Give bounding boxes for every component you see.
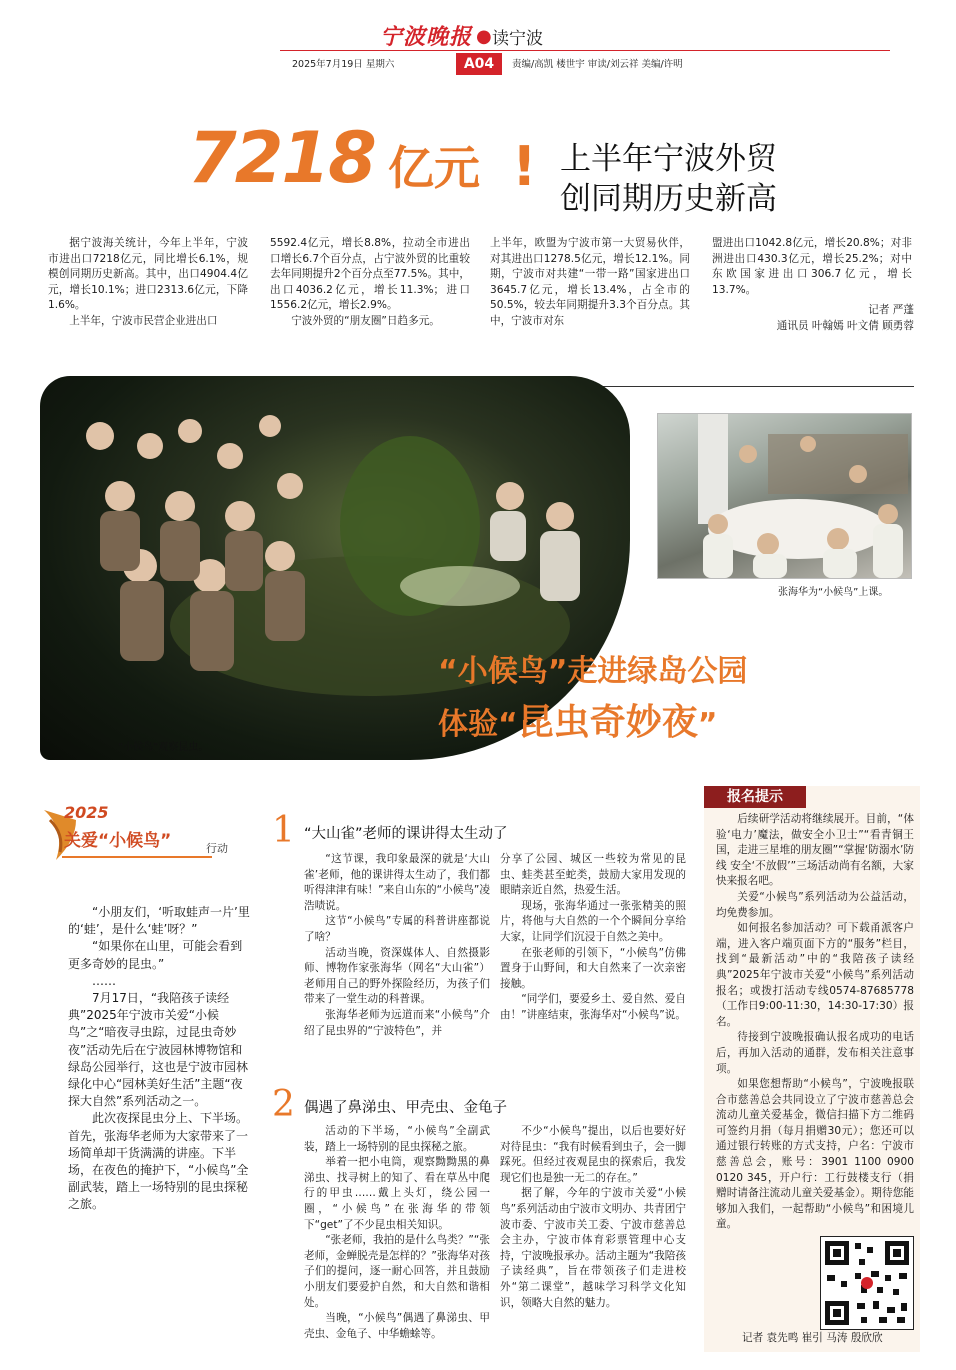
section-2-paragraph: “张老师，我拍的是什么鸟类？”“张老师，金蝉脱壳是怎样的？”张海华对孩子们的提问，逐一耐心回答，并且鼓励小朋友们要爱护自然，和大自然和谐相处。 bbox=[304, 1234, 490, 1309]
editor-credits: 责编/高凯 楼世宇 审读/刘云祥 美编/许明 bbox=[512, 59, 683, 70]
headline-amount: 7218 bbox=[188, 117, 375, 199]
intro-paragraph: …… bbox=[92, 973, 116, 988]
section-1-paragraph: 分享了公园、城区一些较为常见的昆虫、蛙类甚至蛇类，鼓励大家用发现的眼睛亲近自然，热爱生活。 bbox=[500, 853, 686, 897]
newspaper-logo: 宁波晚报 bbox=[380, 24, 473, 50]
lead-paragraph: 盟进出口1042.8亿元，增长20.8%；对非洲进出口430.3亿元，增长25.2%；对中东欧国家进出口306.7亿元，增长13.7%。 bbox=[712, 237, 912, 296]
story-title-prefix: 体验“ bbox=[438, 707, 518, 742]
section-1-column-a bbox=[304, 852, 490, 1064]
correspondent-credit: 通讯员 叶翰嫣 叶文倩 顾勇蓉 bbox=[776, 320, 914, 332]
section-2-paragraph: 举着一把小电筒，观察黝黝黑的鼻涕虫、找寻树上的知了、看在草丛中爬行的甲虫……戴上头灯，绕公园一圈，“小候鸟”在张海华的带领下“get”了不少昆虫相关知识。 bbox=[304, 1156, 490, 1231]
headline-subtitle-1: 上半年宁波外贸 bbox=[560, 141, 777, 177]
story-title-line-2 bbox=[438, 694, 717, 745]
section-1-paragraph: 在张老师的引领下，“小候鸟”仿佛置身于山野间，和大自然来了一次亲密接触。 bbox=[500, 946, 686, 990]
section-2-paragraph: 活动的下半场，“小候鸟”全副武装，踏上一场特别的昆虫探秘之旅。 bbox=[304, 1125, 490, 1153]
story-title-highlight: 昆虫奇妙夜 bbox=[517, 702, 698, 743]
story-title-suffix: ” bbox=[697, 707, 718, 742]
issue-date: 2025年7月19日 星期六 bbox=[292, 59, 395, 70]
registration-title: 报名提示 bbox=[704, 786, 806, 808]
registration-paragraph: 如何报名参加活动？可下载甬派客户端，进入客户端页面下方的“服务”栏目，找到“最新活动”中的“我陪孩子读经典”2025年宁波市关爱“小候鸟”系列活动报名；或拨打活动专线0574-87685778（工作日9:00-11:30，14:30-17:30）报名。 bbox=[716, 922, 914, 1028]
inset-photo-caption: 张海华为“小候鸟”上课。 bbox=[778, 587, 889, 598]
campaign-year: 2025 bbox=[64, 803, 109, 822]
story-byline: 记者 袁先鸣 崔引 马涛 殷欣欣 bbox=[742, 1332, 883, 1344]
lead-column-2 bbox=[270, 236, 470, 336]
lead-byline bbox=[762, 302, 914, 334]
campaign-suffix: 行动 bbox=[206, 842, 228, 855]
inset-photo-illustration bbox=[658, 414, 911, 578]
qr-code-icon bbox=[821, 1237, 913, 1329]
section-1-paragraph: 这节“小候鸟”专属的科普讲座都说了啥？ bbox=[304, 915, 490, 943]
story-title-line-1: “小候鸟”走进绿岛公园 bbox=[438, 654, 748, 689]
intro-paragraph: 此次夜探昆虫分上、下半场。首先，张海华老师为大家带来了一场简单却干货满满的讲座。下半场，在夜色的掩护下，“小候鸟”全副武装，踏上一场特别的昆虫探秘之旅。 bbox=[68, 1111, 249, 1212]
lead-paragraph: 上半年，宁波市民营企业进出口 bbox=[69, 314, 218, 327]
section-1-title: “大山雀”老师的课讲得太生动了 bbox=[304, 826, 508, 842]
registration-paragraph: 关爱“小候鸟”系列活动为公益活动，均免费参加。 bbox=[716, 890, 914, 919]
masthead-dot: ● bbox=[476, 26, 492, 47]
section-name: 读宁波 bbox=[492, 29, 543, 49]
intro-column bbox=[68, 904, 254, 1214]
section-2-paragraph: 不少“小候鸟”提出，以后也要好好对待昆虫：“我有时候看到虫子，会一脚踩死。但经过夜观昆虫的探索后，我发现它们也是独一无二的存在。” bbox=[500, 1125, 686, 1184]
lead-column-4 bbox=[712, 236, 912, 300]
main-photo-caption: “小候鸟”观察昆虫。 bbox=[118, 742, 209, 753]
section-2-column-a bbox=[304, 1124, 490, 1350]
page-number: A04 bbox=[456, 53, 502, 75]
section-1-paragraph: 活动当晚，资深媒体人、自然摄影师、博物作家张海华（网名“大山雀”）老师用自己的野外探险经历，为孩子们带来了一堂生动的科普课。 bbox=[304, 946, 490, 1006]
inset-photo-lecture bbox=[657, 413, 912, 579]
section-1-paragraph: 现场，张海华通过一张张精美的照片，将他与大自然的一个个瞬间分享给大家，让同学们沉浸于自然之美中。 bbox=[500, 899, 686, 943]
lead-paragraph: 宁波外贸的“朋友圈”日趋多元。 bbox=[291, 314, 440, 327]
headline-exclamation: ! bbox=[512, 135, 537, 198]
lead-paragraph: 5592.4亿元，增长8.8%，拉动全市进出口增长6.7个百分点，占宁波外贸的比重较去年同期提升2个百分点至77.5%。其中，出口4036.2亿元，增长11.3%；进口1556.2亿元，增长2.9%。 bbox=[270, 237, 470, 312]
section-2-column-b bbox=[500, 1124, 686, 1350]
section-2-paragraph: 据了解，今年的宁波市关爱“小候鸟”系列活动由宁波市文明办、共青团宁波市委、宁波市关工委、宁波市慈善总会主办，宁波市体育彩票管理中心支持，宁波晚报承办。活动主题为“我陪孩子读经典”，旨在带领孩子们走进校外“第二课堂”，越味学习科学文化知识，领略大自然的魅力。 bbox=[500, 1187, 686, 1309]
registration-paragraph: 后续研学活动将继续展开。目前，“体验‘电力’魔法，做安全小卫士”“看青铜王国，走进三星堆的朋友圈”“掌握‘防溺水’防线 安全‘不放假’”三场活动尚有名额，大家快来报名吧。 bbox=[716, 813, 914, 888]
section-1-number: 1 bbox=[272, 810, 295, 851]
section-1-column-b bbox=[500, 852, 686, 1064]
registration-paragraph: 如果您想帮助“小候鸟”，宁波晚报联合市慈善总会共同设立了宁波市慈善总会流动儿童关爱基金，微信扫描下方二维码可签约月捐（每月捐赠30元）；您还可以通过银行转账的方式支持，户名：宁波市慈善总会，账号：3901 1100 0900 0120 345，开户行：工行鼓楼支行（捐赠时请备注流动儿童关爱基金）。期待您能够加入我们，一起帮助“小候鸟”和困境儿童。 bbox=[716, 1078, 914, 1231]
lead-column-3 bbox=[490, 236, 690, 336]
headline-unit: 亿元 bbox=[388, 141, 480, 195]
campaign-name: 关爱“小候鸟” bbox=[64, 831, 172, 851]
headline-subtitle-2: 创同期历史新高 bbox=[560, 181, 777, 217]
donation-qr-code[interactable] bbox=[820, 1236, 914, 1330]
lead-paragraph: 上半年，欧盟为宁波市第一大贸易伙伴，对其进出口1278.5亿元，增长12.1%。同期，宁波市对共建“一带一路”国家进出口3645.7亿元，增长13.4%，占全市的50.5%，较去年同期提升3.3个百分点。其中，宁波市对东 bbox=[490, 237, 690, 327]
section-2-paragraph: 当晚，“小候鸟”偶遇了鼻涕虫、甲壳虫、金龟子、中华蟾蜍等。 bbox=[304, 1312, 490, 1340]
intro-paragraph: 7月17日，“我陪孩子读经典”2025年宁波市关爱“小候鸟”之“暗夜寻虫踪，过昆虫奇妙夜”活动先后在宁波园林博物馆和绿岛公园举行，这也是宁波市园林绿化中心“园林美好生活”主题“夜探大自然”系列活动之一。 bbox=[68, 991, 249, 1109]
registration-paragraph: 待接到宁波晚报确认报名成功的电话后，再加入活动的通群，发布相关注意事项。 bbox=[716, 1031, 914, 1075]
intro-paragraph: “小朋友们，‘听取蛙声一片’里的‘蛙’，是什么‘蛙’呀？” bbox=[68, 905, 250, 937]
section-2-number: 2 bbox=[272, 1084, 295, 1125]
section-1-paragraph: 张海华老师为远道而来“小候鸟”介绍了昆虫界的“宁波特色”，并 bbox=[304, 1008, 490, 1037]
reporter-credit: 记者 严蓬 bbox=[868, 304, 914, 316]
intro-paragraph: “如果你在山里，可能会看到更多奇妙的昆虫。” bbox=[68, 939, 243, 971]
lead-paragraph: 据宁波海关统计，今年上半年，宁波市进出口7218亿元，同比增长6.1%，规模创同期历史新高。其中，出口4904.4亿元，增长10.1%；进口2313.6亿元，下降1.6%。 bbox=[48, 237, 248, 312]
section-1-paragraph: “这节课，我印象最深的就是‘大山雀’老师，他的课讲得太生动了，我们都听得津津有味！”来自山东的“小候鸟”凌浩啧说。 bbox=[304, 853, 490, 912]
section-divider bbox=[582, 386, 914, 387]
header-rule bbox=[280, 50, 890, 51]
lead-column-1 bbox=[48, 236, 248, 336]
section-1-paragraph: “同学们，要爱乡土、爱自然、爱自由！”讲座结束，张海华对“小候鸟”说。 bbox=[500, 993, 686, 1021]
section-2-title: 偶遇了鼻涕虫、甲壳虫、金龟子 bbox=[304, 1100, 507, 1116]
